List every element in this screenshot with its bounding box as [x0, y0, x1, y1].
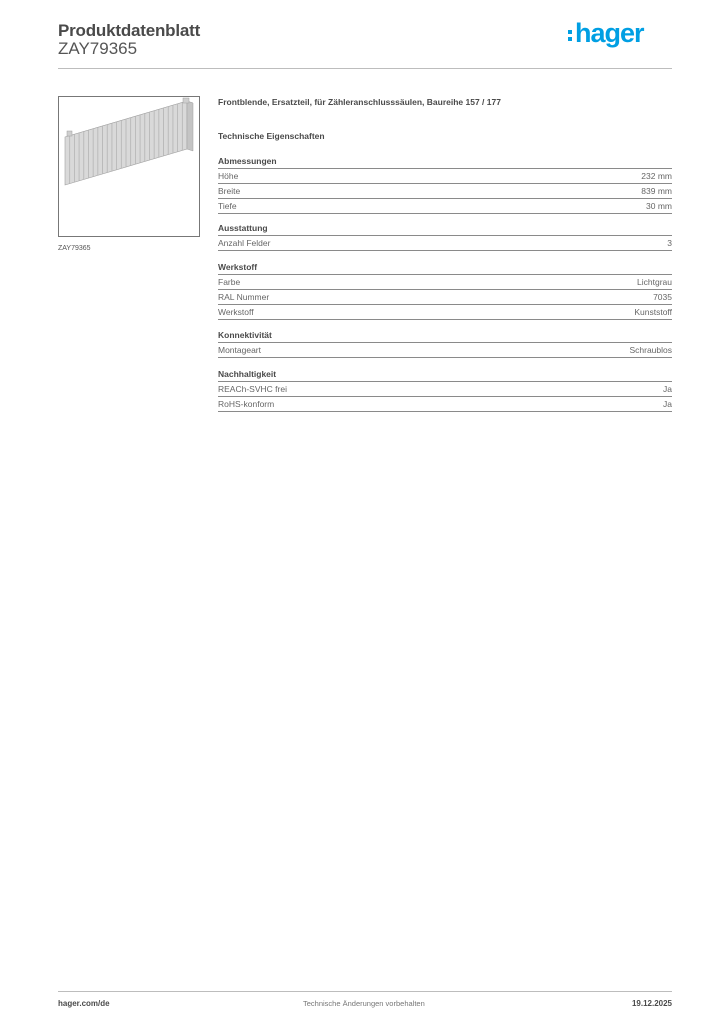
image-caption: ZAY79365 [58, 245, 91, 252]
property-label: Anzahl Felder [218, 238, 271, 248]
table-row [218, 290, 672, 305]
property-value: Ja [663, 399, 672, 409]
table-row [218, 397, 672, 412]
footer-divider [58, 991, 672, 992]
section-werkstoff [218, 261, 672, 320]
table-row [218, 343, 672, 358]
section-konnektivitaet [218, 329, 672, 358]
section-abmessungen [218, 155, 672, 214]
hager-logo[interactable] [568, 18, 644, 48]
table-row [218, 275, 672, 290]
article-number: ZAY79365 [58, 39, 138, 58]
property-label: REACh-SVHC frei [218, 384, 287, 394]
footer-notice: Technische Änderungen vorbehalten [303, 999, 425, 1008]
property-label: Höhe [218, 171, 239, 181]
header-divider [58, 68, 672, 69]
table-row [218, 199, 672, 214]
logo-colon-icon [568, 30, 572, 41]
section-heading: Konnektivität [218, 329, 672, 343]
property-label: Werkstoff [218, 307, 254, 317]
property-value: 839 mm [641, 186, 672, 196]
property-label: Montageart [218, 345, 261, 355]
section-heading: Nachhaltigkeit [218, 368, 672, 382]
section-heading: Abmessungen [218, 155, 672, 169]
page-title: Produktdatenblatt [58, 21, 201, 40]
product-description: Frontblende, Ersatzteil, für Zähleranschlusssäulen, Baureihe 157 / 177 [218, 97, 501, 107]
property-value: Ja [663, 384, 672, 394]
property-label: RAL Nummer [218, 292, 270, 302]
property-label: Breite [218, 186, 241, 196]
table-row [218, 169, 672, 184]
property-label: Farbe [218, 277, 241, 287]
property-value: 232 mm [641, 171, 672, 181]
section-ausstattung [218, 222, 672, 251]
table-row [218, 305, 672, 320]
footer-date: 19.12.2025 [631, 999, 672, 1008]
section-heading: Ausstattung [218, 222, 672, 236]
table-row [218, 236, 672, 251]
section-nachhaltigkeit [218, 368, 672, 412]
property-value: Lichtgrau [637, 277, 672, 287]
footer-website-link[interactable]: hager.com/de [58, 999, 110, 1008]
logo-text: hager [575, 18, 644, 48]
property-value: 3 [667, 238, 672, 248]
property-value: Kunststoff [634, 307, 672, 317]
table-row [218, 184, 672, 199]
section-heading: Werkstoff [218, 261, 672, 275]
property-value: 30 mm [646, 201, 672, 211]
property-label: RoHS-konform [218, 399, 275, 409]
property-value: Schraublos [629, 345, 672, 355]
front-panel-icon [59, 97, 199, 236]
table-row [218, 382, 672, 397]
technical-properties-heading: Technische Eigenschaften [218, 131, 325, 141]
product-image [58, 96, 200, 237]
property-label: Tiefe [218, 201, 237, 211]
property-value: 7035 [653, 292, 672, 302]
